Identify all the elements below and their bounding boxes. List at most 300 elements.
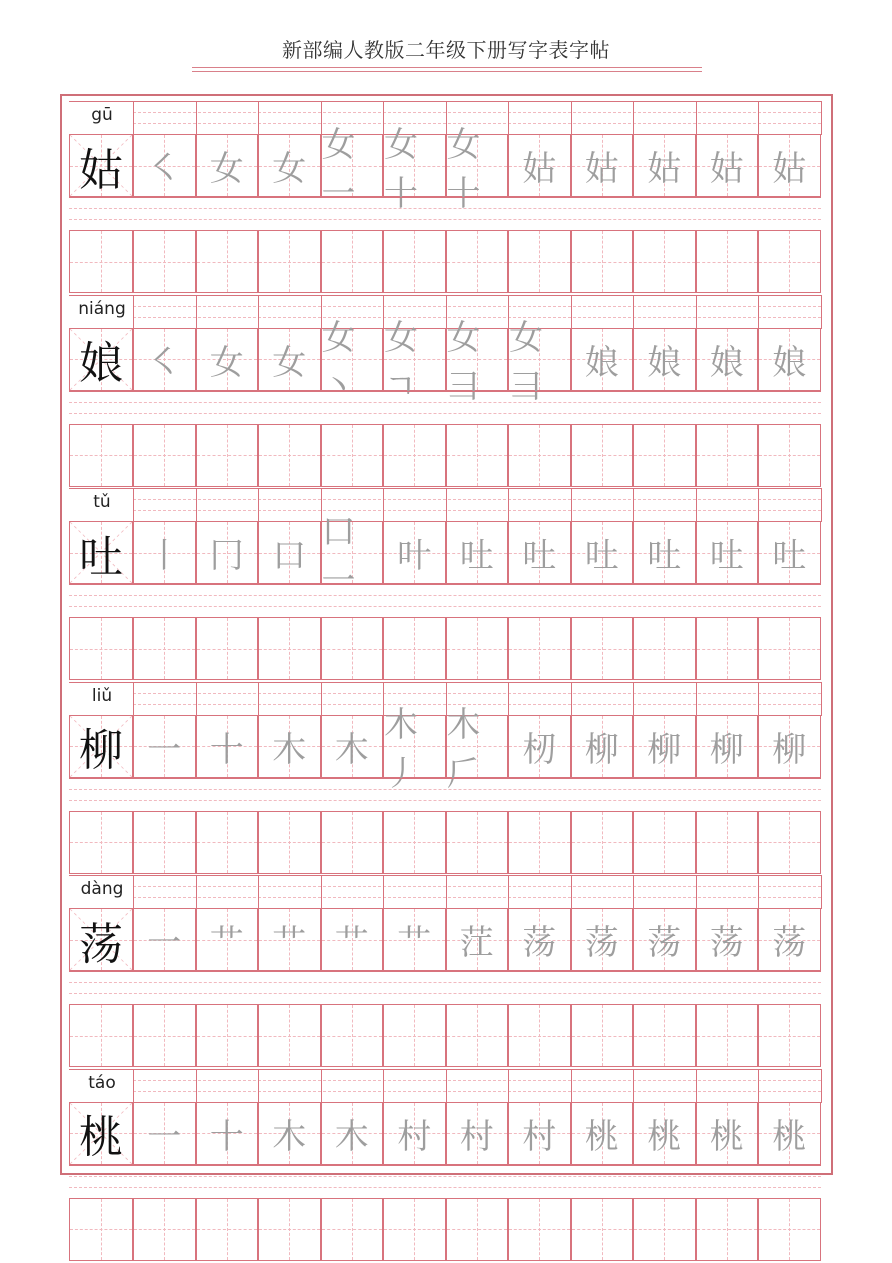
blank-writing-cell[interactable] bbox=[69, 230, 133, 293]
blank-writing-cell[interactable] bbox=[508, 424, 571, 487]
pinyin-column-divider bbox=[196, 488, 197, 522]
stroke-order-step: ㇛ bbox=[147, 149, 182, 189]
stroke-order-cell bbox=[321, 511, 384, 601]
stroke-order-cell bbox=[571, 1102, 634, 1165]
pinyin-guide-line bbox=[133, 499, 821, 500]
stroke-order-step: 吐 bbox=[584, 536, 619, 576]
stroke-order-step: 女 bbox=[209, 342, 244, 383]
pinyin-column-divider bbox=[133, 488, 134, 522]
blank-writing-cell[interactable] bbox=[196, 1004, 259, 1067]
blank-writing-cell[interactable] bbox=[633, 230, 696, 293]
stroke-order-cell bbox=[758, 134, 821, 197]
blank-writing-cell[interactable] bbox=[258, 1198, 321, 1261]
blank-writing-cell[interactable] bbox=[633, 1198, 696, 1261]
pinyin-column-divider bbox=[196, 875, 197, 909]
stroke-order-step: 柳 bbox=[709, 729, 744, 770]
stroke-order-step: 荡 bbox=[647, 923, 682, 963]
stroke-order-cell bbox=[446, 318, 509, 407]
model-character: 荡 bbox=[79, 918, 123, 970]
stroke-order-cell bbox=[258, 1102, 321, 1165]
blank-writing-cell[interactable] bbox=[633, 617, 696, 680]
stroke-order-step: 茳 bbox=[459, 923, 494, 963]
guide-line-vertical bbox=[289, 618, 290, 679]
blank-writing-cell[interactable] bbox=[196, 424, 259, 487]
stroke-order-step: 十 bbox=[209, 1116, 244, 1157]
guide-line-vertical bbox=[477, 425, 478, 486]
page-title: 新部编人教版二年级下册写字表字帖 bbox=[282, 38, 610, 62]
guide-line-vertical bbox=[414, 425, 415, 486]
stroke-order-cell bbox=[758, 908, 821, 971]
guide-line-vertical bbox=[164, 812, 165, 873]
pinyin-label: táo bbox=[88, 1072, 116, 1093]
practice-pinyin-strip bbox=[69, 778, 821, 811]
stroke-order-step: 女十 bbox=[446, 124, 481, 214]
stroke-order-cell bbox=[696, 1102, 759, 1165]
stroke-order-cell bbox=[133, 134, 196, 197]
guide-line-vertical bbox=[789, 425, 790, 486]
pinyin-column-divider bbox=[696, 682, 697, 716]
guide-line-vertical bbox=[477, 618, 478, 679]
stroke-order-cell bbox=[633, 134, 696, 197]
stroke-order-cell bbox=[508, 715, 571, 778]
blank-writing-cell[interactable] bbox=[446, 1198, 509, 1261]
guide-line-vertical bbox=[539, 425, 540, 486]
blank-writing-cell[interactable] bbox=[696, 617, 759, 680]
blank-writing-cell[interactable] bbox=[696, 1198, 759, 1261]
pinyin-column-divider bbox=[758, 1069, 759, 1103]
model-character: 娘 bbox=[79, 338, 123, 389]
blank-writing-cell[interactable] bbox=[758, 1198, 821, 1261]
guide-line-vertical bbox=[414, 812, 415, 873]
stroke-order-cell bbox=[258, 328, 321, 391]
stroke-order-step: 桃 bbox=[584, 1116, 619, 1157]
practice-pinyin-strip bbox=[69, 197, 821, 230]
pinyin-column-divider bbox=[633, 682, 634, 716]
guide-line-vertical bbox=[289, 812, 290, 873]
guide-line-vertical bbox=[789, 618, 790, 679]
pinyin-column-divider bbox=[508, 101, 509, 135]
guide-line-vertical bbox=[101, 618, 102, 679]
guide-line-vertical bbox=[414, 1199, 415, 1260]
blank-writing-cell[interactable] bbox=[383, 424, 446, 487]
blank-writing-cell[interactable] bbox=[571, 1198, 634, 1261]
guide-line-vertical bbox=[414, 1005, 415, 1066]
pinyin-column-divider bbox=[571, 1069, 572, 1103]
pinyin-column-divider bbox=[508, 682, 509, 716]
pinyin-column-divider bbox=[821, 1069, 822, 1103]
blank-writing-cell[interactable] bbox=[321, 230, 384, 293]
blank-writing-cell[interactable] bbox=[508, 617, 571, 680]
stroke-order-step: 十 bbox=[209, 729, 244, 770]
blank-writing-cell[interactable] bbox=[69, 424, 133, 487]
stroke-order-step: 姑 bbox=[709, 149, 744, 189]
guide-line-vertical bbox=[539, 812, 540, 873]
stroke-order-step: 木𠂆 bbox=[446, 705, 481, 794]
blank-writing-cell[interactable] bbox=[696, 1004, 759, 1067]
guide-line-vertical bbox=[789, 231, 790, 292]
model-character: 柳 bbox=[79, 725, 123, 776]
stroke-order-step: 柳 bbox=[584, 729, 619, 770]
guide-line-vertical bbox=[227, 425, 228, 486]
blank-writing-cell[interactable] bbox=[133, 617, 196, 680]
stroke-order-cell bbox=[758, 521, 821, 584]
guide-line-vertical bbox=[164, 425, 165, 486]
stroke-order-cell bbox=[758, 715, 821, 778]
blank-writing-cell[interactable] bbox=[133, 1004, 196, 1067]
pinyin-band bbox=[69, 488, 821, 521]
blank-writing-cell[interactable] bbox=[196, 230, 259, 293]
stroke-order-step: 木 bbox=[272, 1116, 307, 1157]
stroke-order-step: 姑 bbox=[647, 149, 682, 189]
guide-line-vertical bbox=[352, 618, 353, 679]
pinyin-column-divider bbox=[821, 295, 822, 329]
guide-line-vertical bbox=[664, 1199, 665, 1260]
guide-line-vertical bbox=[664, 812, 665, 873]
guide-line-vertical bbox=[164, 1199, 165, 1260]
blank-writing-cell[interactable] bbox=[383, 811, 446, 874]
practice-guide-line bbox=[69, 1176, 821, 1177]
guide-line-vertical bbox=[227, 1005, 228, 1066]
stroke-order-cell bbox=[133, 328, 196, 391]
pinyin-guide-line bbox=[133, 897, 821, 898]
guide-line-vertical bbox=[289, 1005, 290, 1066]
blank-writing-cell[interactable] bbox=[383, 230, 446, 293]
guide-line-vertical bbox=[539, 1199, 540, 1260]
pinyin-column-divider bbox=[571, 488, 572, 522]
practice-pinyin-strip bbox=[69, 971, 821, 1004]
blank-writing-cell[interactable] bbox=[571, 230, 634, 293]
blank-writing-cell[interactable] bbox=[69, 811, 133, 874]
stroke-order-cell bbox=[446, 908, 509, 971]
pinyin-band bbox=[69, 295, 821, 328]
blank-writing-cell[interactable] bbox=[633, 424, 696, 487]
blank-writing-cell[interactable] bbox=[446, 617, 509, 680]
pinyin-column-divider bbox=[196, 295, 197, 329]
stroke-order-step: 荡 bbox=[709, 923, 744, 963]
title-underline bbox=[192, 67, 702, 68]
stroke-order-step: 娘 bbox=[709, 342, 744, 383]
stroke-order-step: 女 bbox=[272, 149, 307, 189]
stroke-order-step: 吐 bbox=[647, 536, 682, 576]
pinyin-column-divider bbox=[133, 682, 134, 716]
model-character: 吐 bbox=[79, 531, 123, 583]
guide-line-vertical bbox=[352, 1005, 353, 1066]
blank-writing-cell[interactable] bbox=[196, 617, 259, 680]
guide-line-vertical bbox=[789, 1199, 790, 1260]
blank-writing-cell[interactable] bbox=[696, 424, 759, 487]
pinyin-column-divider bbox=[821, 488, 822, 522]
stroke-order-step: 口一 bbox=[321, 511, 356, 601]
stroke-order-cell bbox=[321, 715, 384, 778]
pinyin-column-divider bbox=[696, 1069, 697, 1103]
blank-writing-cell[interactable] bbox=[258, 811, 321, 874]
pinyin-column-divider bbox=[133, 875, 134, 909]
guide-line-vertical bbox=[477, 231, 478, 292]
stroke-order-step: ㇛ bbox=[147, 342, 182, 383]
stroke-order-cell bbox=[696, 715, 759, 778]
stroke-order-cell bbox=[508, 521, 571, 584]
pinyin-label: niáng bbox=[78, 298, 126, 319]
stroke-order-step: 姑 bbox=[584, 149, 619, 189]
blank-writing-cell[interactable] bbox=[758, 230, 821, 293]
blank-writing-cell[interactable] bbox=[321, 617, 384, 680]
pinyin-column-divider bbox=[633, 488, 634, 522]
stroke-order-step: 艹 bbox=[334, 923, 369, 963]
blank-writing-cell[interactable] bbox=[508, 230, 571, 293]
guide-line-vertical bbox=[664, 1005, 665, 1066]
stroke-order-step: 丨 bbox=[147, 536, 182, 576]
stroke-order-cell bbox=[446, 705, 509, 794]
pinyin-column-divider bbox=[446, 875, 447, 909]
stroke-order-step: 娘 bbox=[772, 342, 807, 383]
stroke-order-cell bbox=[321, 1102, 384, 1165]
pinyin-column-divider bbox=[258, 1069, 259, 1103]
practice-guide-line bbox=[69, 413, 821, 414]
guide-line-vertical bbox=[477, 1199, 478, 1260]
stroke-order-cell bbox=[196, 134, 259, 197]
practice-strip-lines bbox=[69, 778, 821, 812]
blank-writing-cell[interactable] bbox=[758, 424, 821, 487]
pinyin-column-divider bbox=[696, 875, 697, 909]
pinyin-column-divider bbox=[258, 488, 259, 522]
stroke-order-step: 女丶 bbox=[321, 318, 356, 407]
stroke-order-cell bbox=[133, 715, 196, 778]
guide-line-vertical bbox=[477, 1005, 478, 1066]
guide-line-vertical bbox=[164, 618, 165, 679]
practice-guide-line bbox=[69, 982, 821, 983]
guide-line-vertical bbox=[727, 618, 728, 679]
blank-writing-cell[interactable] bbox=[446, 1004, 509, 1067]
practice-guide-line bbox=[69, 219, 821, 220]
blank-writing-cell[interactable] bbox=[383, 1198, 446, 1261]
model-character-cell bbox=[69, 715, 133, 778]
pinyin-guide-line bbox=[133, 693, 821, 694]
pinyin-band bbox=[69, 101, 821, 134]
stroke-order-cell bbox=[196, 521, 259, 584]
stroke-order-cell bbox=[696, 328, 759, 391]
title-underline-2 bbox=[192, 71, 702, 72]
blank-writing-cell[interactable] bbox=[69, 1198, 133, 1261]
pinyin-column-divider bbox=[446, 488, 447, 522]
blank-writing-cell[interactable] bbox=[196, 1198, 259, 1261]
guide-line-vertical bbox=[289, 231, 290, 292]
pinyin-column-divider bbox=[196, 101, 197, 135]
pinyin-column-divider bbox=[258, 875, 259, 909]
stroke-order-cell bbox=[571, 521, 634, 584]
guide-line-vertical bbox=[602, 618, 603, 679]
pinyin-guide-line bbox=[133, 510, 821, 511]
pinyin-column-divider bbox=[758, 101, 759, 135]
stroke-order-cell bbox=[133, 1102, 196, 1165]
blank-writing-cell[interactable] bbox=[446, 424, 509, 487]
blank-writing-cell[interactable] bbox=[696, 811, 759, 874]
blank-writing-cell[interactable] bbox=[383, 1004, 446, 1067]
blank-writing-cell[interactable] bbox=[321, 1004, 384, 1067]
practice-strip-lines bbox=[69, 1165, 821, 1199]
practice-guide-line bbox=[69, 1187, 821, 1188]
blank-writing-cell[interactable] bbox=[758, 1004, 821, 1067]
stroke-order-cell bbox=[383, 124, 446, 214]
pinyin-column-divider bbox=[758, 295, 759, 329]
pinyin-guide-line bbox=[133, 306, 821, 307]
stroke-order-cell bbox=[383, 705, 446, 794]
stroke-order-step: 村 bbox=[459, 1116, 494, 1157]
blank-writing-cell[interactable] bbox=[446, 230, 509, 293]
stroke-order-cell bbox=[571, 715, 634, 778]
stroke-order-step: 柳 bbox=[772, 729, 807, 770]
blank-writing-cell[interactable] bbox=[633, 811, 696, 874]
stroke-order-cell bbox=[633, 328, 696, 391]
practice-pinyin-strip bbox=[69, 584, 821, 617]
pinyin-column-divider bbox=[821, 682, 822, 716]
guide-line-vertical bbox=[227, 618, 228, 679]
stroke-order-step: 女彐 bbox=[509, 318, 543, 407]
guide-line-vertical bbox=[539, 1005, 540, 1066]
model-character: 姑 bbox=[79, 144, 123, 196]
guide-line-vertical bbox=[477, 812, 478, 873]
pinyin-column-divider bbox=[633, 875, 634, 909]
stroke-order-step: 木 bbox=[334, 1116, 369, 1157]
model-character-cell bbox=[69, 908, 133, 971]
stroke-order-cell bbox=[321, 318, 384, 407]
stroke-order-cell bbox=[133, 908, 196, 971]
guide-line-vertical bbox=[289, 1199, 290, 1260]
guide-line-vertical bbox=[727, 1005, 728, 1066]
practice-strip-lines bbox=[69, 584, 821, 618]
blank-writing-cell[interactable] bbox=[133, 230, 196, 293]
blank-writing-cell[interactable] bbox=[758, 617, 821, 680]
blank-writing-cell[interactable] bbox=[571, 424, 634, 487]
stroke-order-cell bbox=[696, 134, 759, 197]
guide-line-vertical bbox=[101, 425, 102, 486]
stroke-order-cell bbox=[446, 1102, 509, 1165]
pinyin-column-divider bbox=[758, 488, 759, 522]
stroke-order-step: 姑 bbox=[772, 149, 807, 189]
guide-line-vertical bbox=[602, 1199, 603, 1260]
blank-writing-cell[interactable] bbox=[508, 1004, 571, 1067]
stroke-order-cell bbox=[633, 521, 696, 584]
pinyin-column-divider bbox=[133, 1069, 134, 1103]
guide-line-vertical bbox=[164, 1005, 165, 1066]
stroke-order-step: 冂 bbox=[209, 536, 244, 576]
stroke-order-cell bbox=[508, 318, 571, 407]
stroke-order-cell bbox=[508, 908, 571, 971]
blank-writing-cell[interactable] bbox=[258, 230, 321, 293]
pinyin-column-divider bbox=[196, 682, 197, 716]
blank-writing-cell[interactable] bbox=[133, 1198, 196, 1261]
pinyin-column-divider bbox=[696, 101, 697, 135]
stroke-order-cell bbox=[196, 715, 259, 778]
blank-writing-cell[interactable] bbox=[258, 1004, 321, 1067]
stroke-order-cell bbox=[196, 1102, 259, 1165]
blank-writing-cell[interactable] bbox=[196, 811, 259, 874]
stroke-order-step: 女十 bbox=[384, 124, 418, 214]
pinyin-label: tǔ bbox=[93, 492, 111, 512]
guide-line-vertical bbox=[602, 231, 603, 292]
blank-writing-cell[interactable] bbox=[383, 617, 446, 680]
pinyin-column-divider bbox=[258, 101, 259, 135]
stroke-order-step: 吐 bbox=[459, 536, 494, 576]
pinyin-column-divider bbox=[508, 1069, 509, 1103]
blank-writing-cell[interactable] bbox=[508, 1198, 571, 1261]
guide-line-vertical bbox=[414, 618, 415, 679]
blank-writing-cell[interactable] bbox=[633, 1004, 696, 1067]
guide-line-vertical bbox=[352, 812, 353, 873]
stroke-order-cell bbox=[383, 908, 446, 971]
guide-line-vertical bbox=[414, 231, 415, 292]
stroke-order-step: 一 bbox=[147, 1116, 182, 1157]
blank-writing-cell[interactable] bbox=[446, 811, 509, 874]
guide-line-vertical bbox=[227, 812, 228, 873]
blank-writing-cell[interactable] bbox=[258, 424, 321, 487]
pinyin-guide-line bbox=[133, 1080, 821, 1081]
stroke-order-cell bbox=[196, 908, 259, 971]
pinyin-column-divider bbox=[633, 295, 634, 329]
pinyin-column-divider bbox=[696, 488, 697, 522]
pinyin-column-divider bbox=[821, 875, 822, 909]
blank-writing-cell[interactable] bbox=[69, 617, 133, 680]
model-character-cell bbox=[69, 134, 133, 197]
stroke-order-step: 女ㄱ bbox=[384, 318, 418, 407]
stroke-order-cell bbox=[571, 328, 634, 391]
pinyin-label: liǔ bbox=[91, 685, 113, 706]
blank-writing-cell[interactable] bbox=[321, 424, 384, 487]
blank-writing-cell[interactable] bbox=[321, 811, 384, 874]
blank-writing-cell[interactable] bbox=[321, 1198, 384, 1261]
pinyin-guide-line bbox=[133, 112, 821, 113]
pinyin-column-divider bbox=[321, 875, 322, 909]
stroke-order-step: 村 bbox=[397, 1116, 432, 1157]
pinyin-column-divider bbox=[258, 295, 259, 329]
model-character-cell bbox=[69, 521, 133, 584]
model-character-cell bbox=[69, 328, 133, 391]
stroke-order-step: 吐 bbox=[772, 536, 807, 576]
guide-line-vertical bbox=[227, 1199, 228, 1260]
pinyin-label: gū bbox=[91, 105, 113, 125]
stroke-order-cell bbox=[383, 318, 446, 407]
pinyin-column-divider bbox=[821, 101, 822, 135]
stroke-order-step: 杒 bbox=[522, 729, 557, 770]
blank-writing-cell[interactable] bbox=[571, 1004, 634, 1067]
model-character: 桃 bbox=[79, 1112, 123, 1163]
practice-guide-line bbox=[69, 208, 821, 209]
guide-line-vertical bbox=[289, 425, 290, 486]
guide-line-vertical bbox=[664, 231, 665, 292]
blank-writing-cell[interactable] bbox=[133, 424, 196, 487]
blank-writing-cell[interactable] bbox=[258, 617, 321, 680]
blank-writing-cell[interactable] bbox=[133, 811, 196, 874]
blank-writing-cell[interactable] bbox=[571, 617, 634, 680]
practice-pinyin-strip bbox=[69, 1165, 821, 1198]
blank-writing-cell[interactable] bbox=[69, 1004, 133, 1067]
pinyin-column-divider bbox=[571, 101, 572, 135]
blank-writing-cell[interactable] bbox=[696, 230, 759, 293]
guide-line-vertical bbox=[352, 1199, 353, 1260]
blank-writing-cell[interactable] bbox=[508, 811, 571, 874]
stroke-order-cell bbox=[196, 328, 259, 391]
stroke-order-step: 艹 bbox=[209, 923, 244, 963]
guide-line-vertical bbox=[227, 231, 228, 292]
practice-guide-line bbox=[69, 993, 821, 994]
blank-writing-cell[interactable] bbox=[758, 811, 821, 874]
stroke-order-cell bbox=[258, 521, 321, 584]
guide-line-vertical bbox=[664, 618, 665, 679]
stroke-order-step: 村 bbox=[522, 1116, 557, 1157]
pinyin-column-divider bbox=[133, 101, 134, 135]
blank-writing-cell[interactable] bbox=[571, 811, 634, 874]
guide-line-vertical bbox=[101, 1199, 102, 1260]
guide-line-vertical bbox=[789, 812, 790, 873]
